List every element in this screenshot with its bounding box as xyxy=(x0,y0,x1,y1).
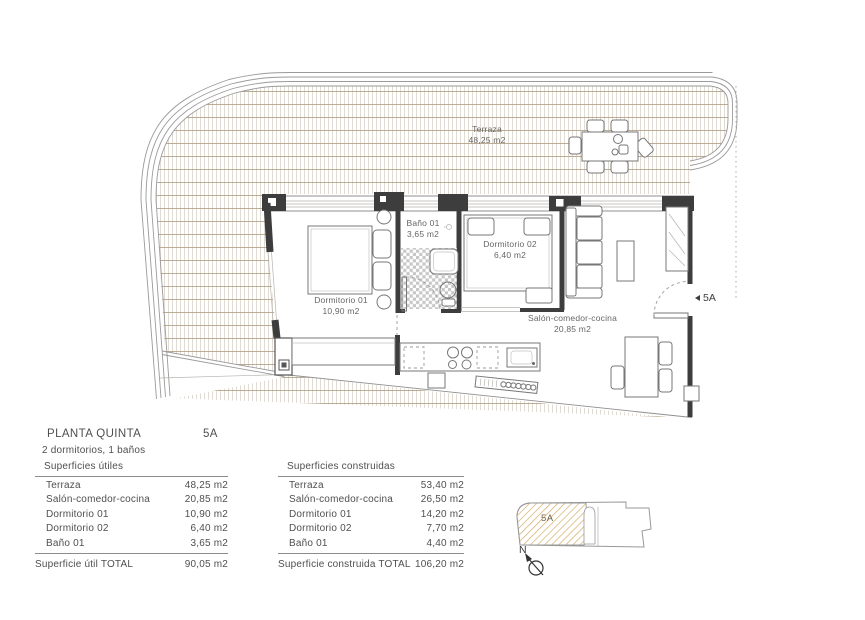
divider xyxy=(35,553,228,554)
room-name: Dormitorio 02 xyxy=(483,239,537,249)
table-row: Terraza 53,40 m2 xyxy=(289,480,464,491)
room-name: Terraza xyxy=(472,124,502,134)
pillar xyxy=(428,373,445,388)
table-row: Dormitorio 02 6,40 m2 xyxy=(46,523,228,535)
divider xyxy=(278,476,464,477)
room-label-terraza xyxy=(437,124,537,147)
plan-unit: 5A xyxy=(203,428,218,440)
room-label-salon xyxy=(500,313,645,336)
room-name: Salón-comedor-cocina xyxy=(527,313,618,323)
divider xyxy=(35,476,228,477)
table-row: Baño 01 3,65 m2 xyxy=(46,537,228,549)
left-triangle-icon xyxy=(695,295,700,301)
unit-entrance-marker xyxy=(695,292,716,304)
room-name: Dormitorio 01 xyxy=(314,295,368,305)
plan-subtitle: 2 dormitorios, 1 baños xyxy=(42,445,146,456)
table-row: Salón-comedor-cocina 20,85 m2 xyxy=(46,494,228,506)
room-area: 3,65 m2 xyxy=(406,229,440,240)
room-name: Baño 01 xyxy=(406,218,440,228)
keyplan-unit-label: 5A xyxy=(541,513,554,524)
room-area: 6,40 m2 xyxy=(493,250,527,261)
north-label: N xyxy=(519,544,527,556)
entry-cabinet xyxy=(666,207,688,271)
room-area: 10,90 m2 xyxy=(322,306,360,317)
coffee-table xyxy=(617,241,634,281)
room-label-dormitorio1 xyxy=(291,295,391,318)
table-total-row: Superficie construida TOTAL 106,20 m2 xyxy=(278,559,464,571)
room-label-dormitorio2 xyxy=(460,239,560,262)
corner-pillar xyxy=(684,386,699,401)
keyplan xyxy=(517,502,651,547)
bathtub xyxy=(430,249,458,274)
table-row: Terraza 48,25 m2 xyxy=(46,480,228,491)
unit-marker-text: 5A xyxy=(703,292,716,304)
table-header: Superficies construidas xyxy=(287,461,395,472)
table-total-row: Superficie útil TOTAL 90,05 m2 xyxy=(35,559,228,571)
room-label-bano xyxy=(387,218,459,241)
wardrobe xyxy=(292,338,395,365)
table-row: Dormitorio 01 10,90 m2 xyxy=(46,508,228,520)
table-row: Dormitorio 01 14,20 m2 xyxy=(289,508,464,520)
table-row: Salón-comedor-cocina 26,50 m2 xyxy=(289,494,464,506)
room-area: 20,85 m2 xyxy=(553,324,592,335)
table-row: Baño 01 4,40 m2 xyxy=(289,537,464,549)
room-area: 48,25 m2 xyxy=(468,135,506,146)
sofa xyxy=(566,206,602,298)
north-arrow xyxy=(525,553,543,575)
table-row: Dormitorio 02 7,70 m2 xyxy=(289,523,464,535)
keyplan-unit-5a xyxy=(517,503,588,545)
divider xyxy=(278,553,464,554)
area-table-construidas xyxy=(278,460,464,573)
plan-title: PLANTA QUINTA xyxy=(47,428,142,440)
table-header: Superficies útiles xyxy=(44,461,124,472)
area-table-utiles xyxy=(35,460,228,573)
sink xyxy=(507,348,537,367)
